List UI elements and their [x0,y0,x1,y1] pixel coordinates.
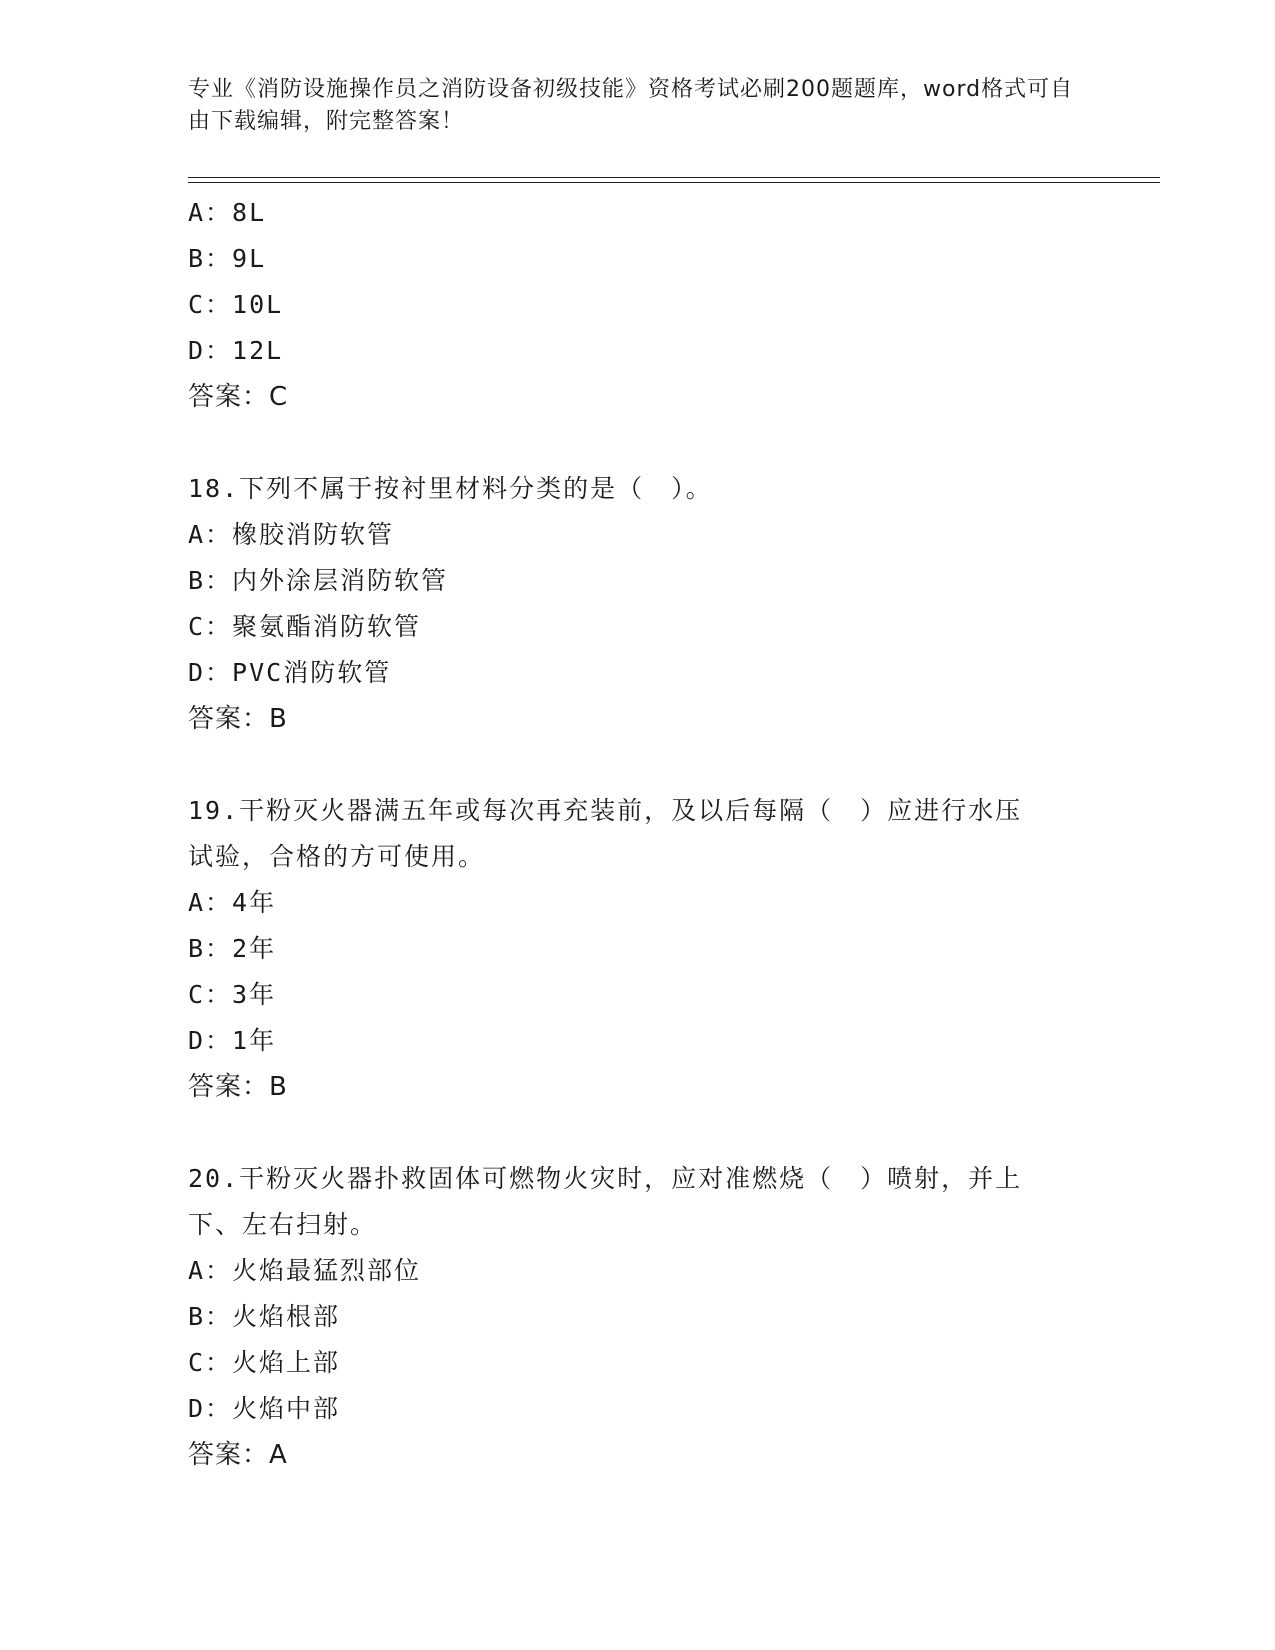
spacer [188,420,1088,466]
question-content [188,190,1088,1478]
question-17-block [188,190,1088,420]
option-c: C：聚氨酯消防软管 [188,612,422,641]
spacer [188,742,1088,788]
answer: 答案：B [188,704,288,734]
answer: 答案：B [188,1072,288,1102]
document-header: 专业《消防设施操作员之消防设备初级技能》资格考试必刷200题题库，word格式可自由下载编辑，附完整答案！ [188,77,1074,134]
option-c: C：10L [188,290,284,319]
option-a: A：橡胶消防软管 [188,520,395,549]
option-b: B：2年 [188,934,277,963]
option-d: D：火焰中部 [188,1394,341,1423]
option-a: A：4年 [188,888,277,917]
header-divider-bottom [188,182,1160,183]
option-a: A：火焰最猛烈部位 [188,1256,422,1285]
answer: 答案：C [188,382,289,412]
header-divider-top [188,177,1160,178]
option-c: C：3年 [188,980,277,1009]
question-18-block [188,466,1088,742]
question-20-block [188,1156,1088,1478]
question-text-line-2: 试验，合格的方可使用。 [188,842,486,871]
option-d: D：1年 [188,1026,277,1055]
answer: 答案：A [188,1440,288,1470]
option-c: C：火焰上部 [188,1348,341,1377]
spacer [188,1110,1088,1156]
question-text: 18.下列不属于按衬里材料分类的是（ ）。 [188,474,713,503]
question-text-line-2: 下、左右扫射。 [188,1210,378,1239]
option-a: A：8L [188,198,267,227]
question-text-line-1: 19.干粉灭火器满五年或每次再充装前，及以后每隔（ ）应进行水压 [188,796,1023,825]
option-b: B：9L [188,244,267,273]
question-19-block [188,788,1088,1110]
option-d: D：PVC消防软管 [188,658,392,687]
option-b: B：火焰根部 [188,1302,341,1331]
option-d: D：12L [188,336,284,365]
option-b: B：内外涂层消防软管 [188,566,449,595]
question-text-line-1: 20.干粉灭火器扑救固体可燃物火灾时，应对准燃烧（ ）喷射，并上 [188,1164,1023,1193]
